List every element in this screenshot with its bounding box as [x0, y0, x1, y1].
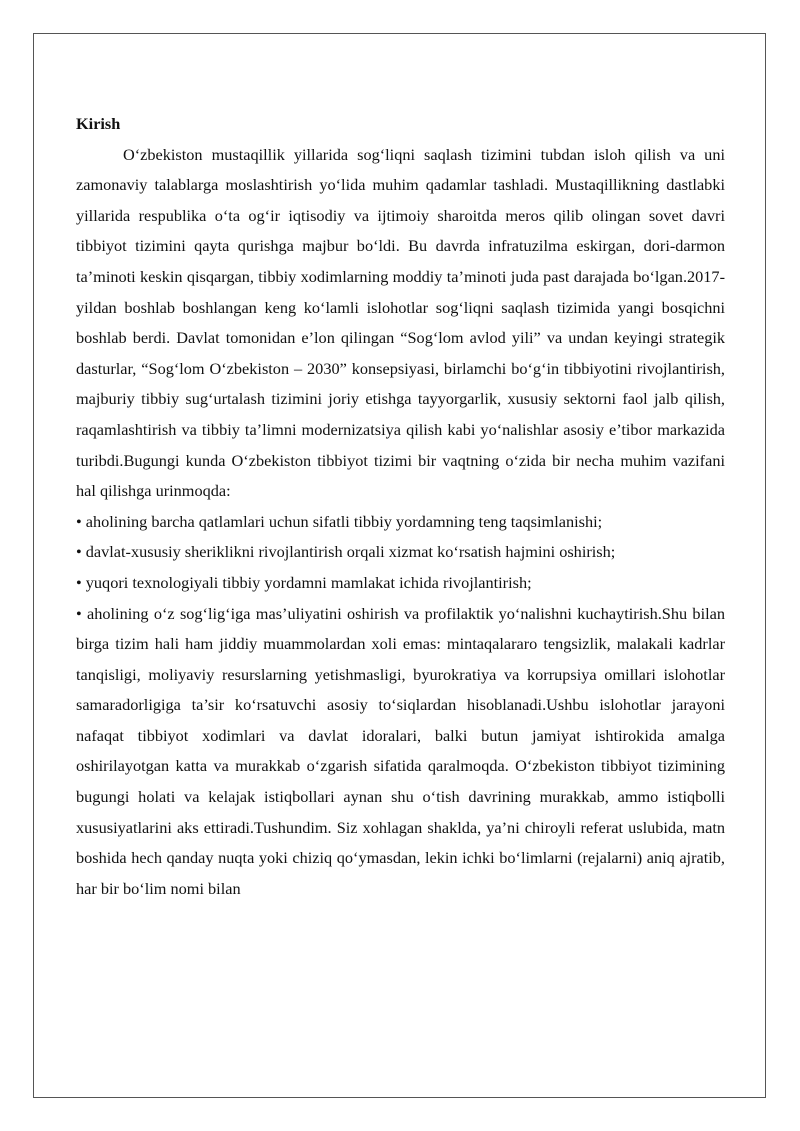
intro-paragraph: O‘zbekiston mustaqillik yillarida sog‘liqni saqlash tizimini tubdan isloh qilish va uni zamonaviy talablarga moslashtirish yo‘lida muhim qadamlar tashladi. Mustaqillikning dastlabki yillarida respublika o‘ta og‘ir iqtisodiy va ijtimoiy sharoitda meros qilib olingan sovet davri tibbiyot tizimini qayta qurishga majbur bo‘ldi. Bu davrda infratuzilma eskirgan, dori-darmon ta’minoti keskin qisqargan, tibbiy xodimlarning moddiy ta’minoti juda past darajada bo‘lgan.2017-yildan boshlab boshlangan keng ko‘lamli islohotlar sog‘liqni saqlash tizimida yangi bosqichni boshlab berdi. Davlat tomonidan e’lon qilingan “Sog‘lom avlod yili” va undan keyingi strategik dasturlar, “Sog‘lom O‘zbekiston – 2030” konsepsiyasi, birlamchi bo‘g‘in tibbiyotini rivojlantirish, majburiy tibbiy sug‘urtalash tizimini joriy etishga tayyorgarlik, xususiy sektorni faol jalb qilish, raqamlashtirish va tibbiy ta’limni modernizatsiya qilish kabi yo‘nalishlar asosiy e’tibor markazida turibdi.Bugungi kunda O‘zbekiston tibbiyot tizimi bir vaqtning o‘zida bir necha muhim vazifani hal qilishga urinmoqda: — [76, 144, 725, 501]
bullet-item: • aholining o‘z sog‘lig‘iga mas’uliyatini oshirish va profilaktik yo‘nalishni kuchaytirish.Shu bilan birga tizim hali ham jiddiy muammolardan xoli emas: mintaqalararo tengsizlik, malakali kadrlar tanqisligi, moliyaviy resurslarning yetishmasligi, byurokratiya va korrupsiya omillari islohotlar samaradorligiga ta’sir ko‘rsatuvchi asosiy to‘siqlardan hisoblanadi.Ushbu islohotlar jarayoni nafaqat tibbiyot xodimlari va davlat idoralari, balki butun jamiyat ishtirokida amalga oshirilayotgan katta va murakkab o‘zgarish sifatida qaralmoqda. O‘zbekiston tibbiyot tizimining bugungi holati va kelajak istiqbollari aynan shu o‘tish davrining murakkab, ammo istiqbolli xususiyatlarini aks ettiradi.Tushundim. Siz xohlagan shaklda, ya’ni chiroyli referat uslubida, matn boshida hech qanday nuqta yoki chiziq qo‘ymasdan, lekin ichki bo‘limlarni (rejalarni) aniq ajratib, har bir bo‘lim nomi bilan — [76, 603, 725, 898]
section-heading: Kirish — [76, 114, 121, 133]
bullet-item: • davlat-xususiy sheriklikni rivojlantirish orqali xizmat ko‘rsatish hajmini oshirish; — [76, 542, 616, 562]
bullet-item: • yuqori texnologiyali tibbiy yordamni mamlakat ichida rivojlantirish; — [76, 572, 532, 592]
bullet-item: • aholining barcha qatlamlari uchun sifatli tibbiy yordamning teng taqsimlanishi; — [76, 511, 603, 531]
document-body — [76, 109, 725, 904]
